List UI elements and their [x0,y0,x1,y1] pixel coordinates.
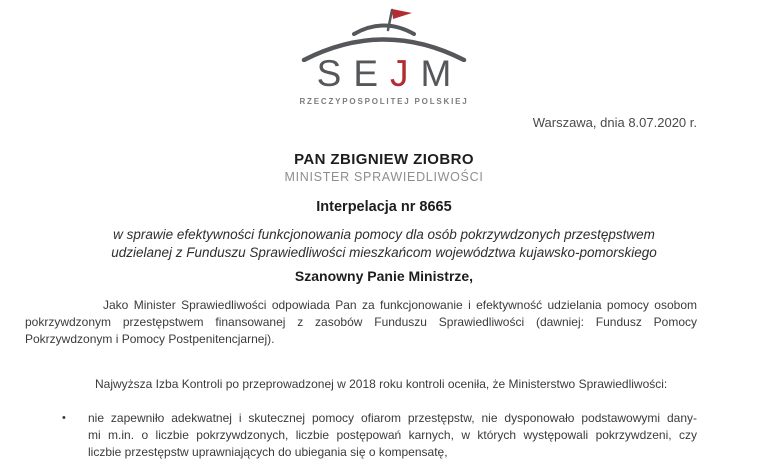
sejm-logo [0,6,768,106]
bullet-item [62,410,697,461]
paragraph-1-line-1: Jako Minister Sprawiedliwości odpowiada Pan za funkcjonowanie i efektywność udzielania pomocy osobom [103,298,697,312]
logo-subtitle: RZECZYPOSPOLITEJ POLSKIEJ [299,97,469,106]
logo-letter-m: M [420,53,464,94]
addressee-title: MINISTER SPRAWIEDLIWOŚCI [284,170,484,184]
paragraph-1-line-2: pokrzywdzonym przestępstwem finansowanej z zasobów Funduszu Sprawiedliwości (dawniej: Fundusz Pomocy [25,315,697,329]
bullet-line-3: liczbie przestępstw uprawniających do ubiegania się o kompensatę, [88,445,448,459]
dome-small-arc [354,26,414,35]
addressee-name: PAN ZBIGNIEW ZIOBRO [294,151,474,168]
paragraph-1-line-3: Pokrzywdzonym i Pomocy Postpenitencjarnej). [25,332,275,346]
subject-line-2: udzielanej z Funduszu Sprawiedliwości mieszkańcom województwa kujawsko-pomorskiego [111,245,657,260]
logo-letter-e: E [353,53,391,94]
bullet-text [88,410,697,461]
logo-letter-s: S [316,53,354,94]
paragraph-1 [25,297,697,348]
interpellation-number-heading: Interpelacja nr 8665 [316,199,452,215]
bullet-icon: • [62,412,66,424]
paragraph-2: Najwyższa Izba Kontroli po przeprowadzonej w 2018 roku kontroli oceniła, że Ministerstwo Sprawiedliwości: [95,377,668,391]
subject-line-1: w sprawie efektywności funkcjonowania pomocy dla osób pokrzywdzonych przestępstwem [113,227,655,242]
logo-letter-j: J [390,53,421,94]
bullet-line-2: mi m.in. o liczbie pokrzywdzonych, liczbie postępowań karnych, w których występowali pokrzywdzeni, czy [88,428,697,442]
salutation: Szanowny Panie Ministrze, [294,268,474,284]
flag-icon [392,9,412,19]
logo-wordmark [0,53,768,94]
interpellation-subject [0,226,768,262]
bullet-line-1: nie zapewniło adekwatnej i skutecznej pomocy ofiarom przestępstw, nie dysponowało podstawowymi dany- [88,411,697,425]
date-line: Warszawa, dnia 8.07.2020 r. [532,115,697,130]
